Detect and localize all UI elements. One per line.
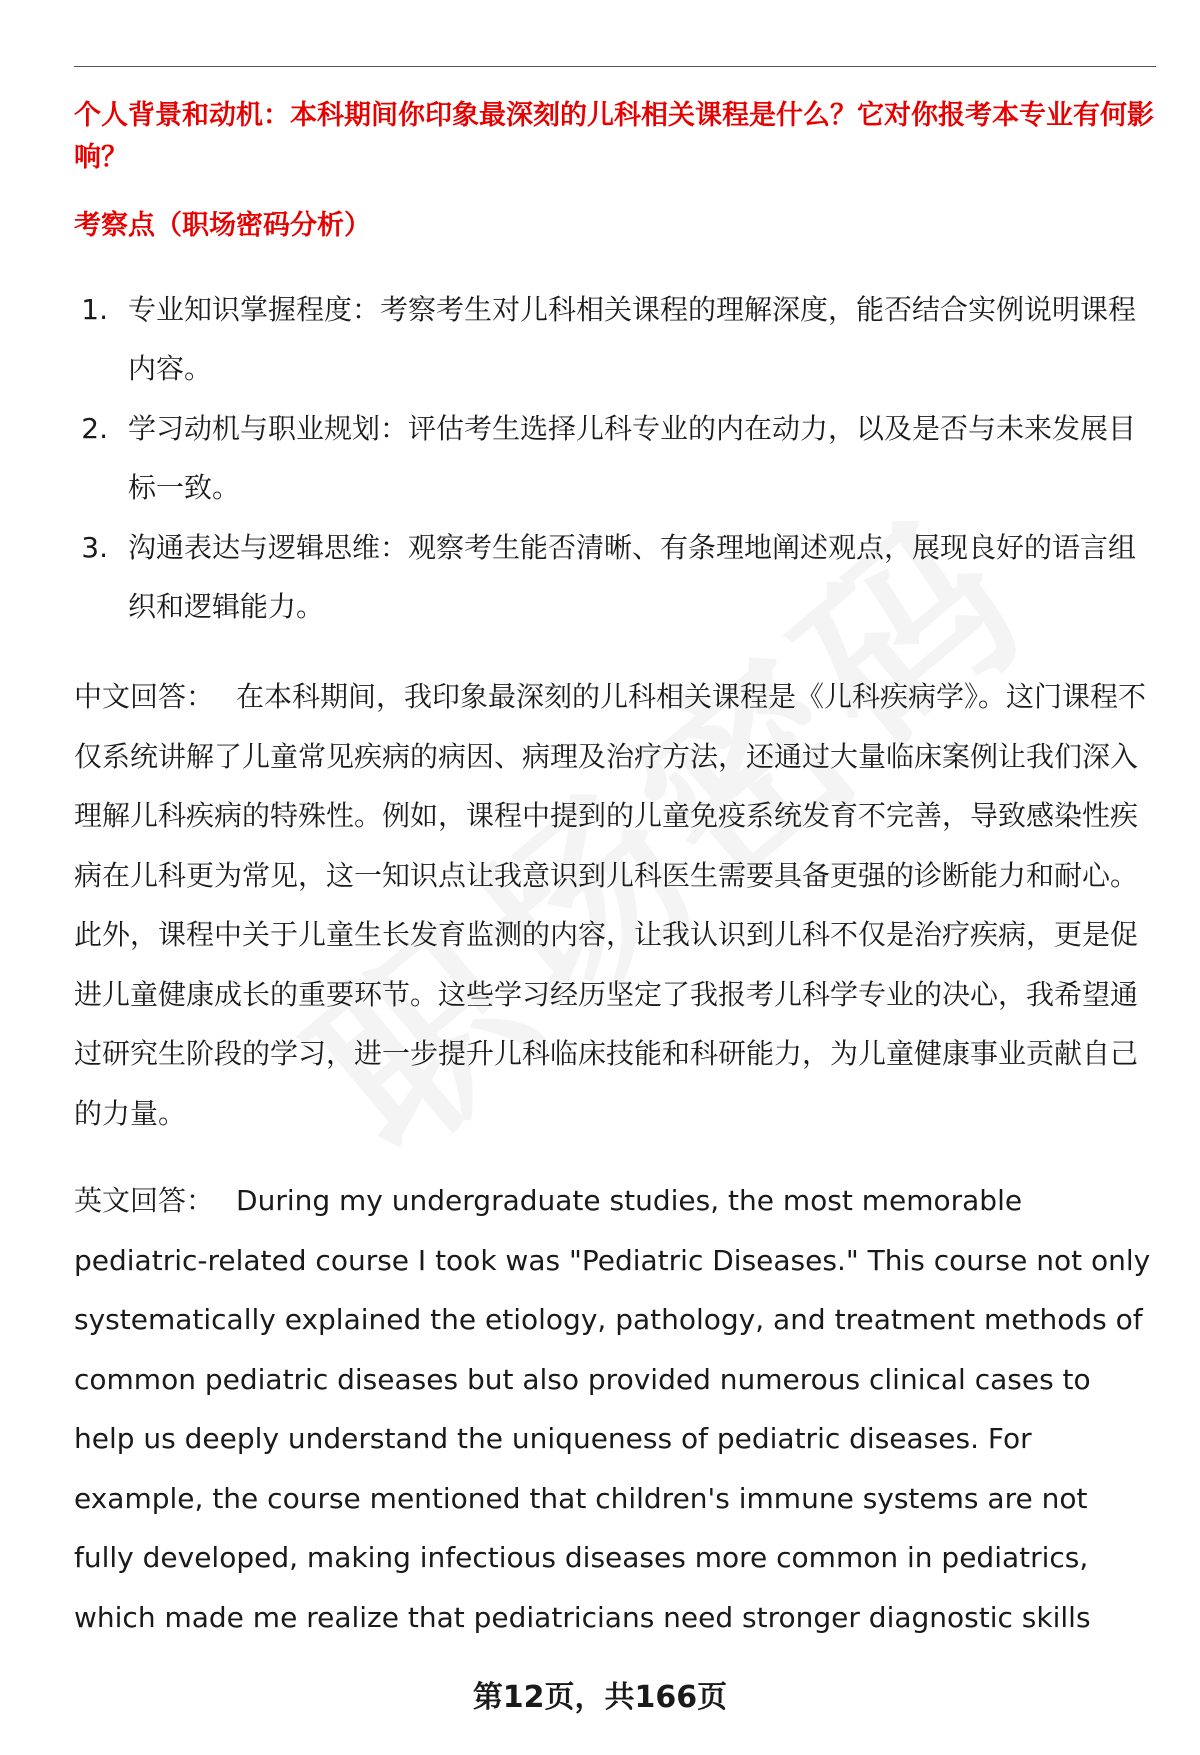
english-answer bbox=[74, 1171, 1156, 1647]
list-item-number: 1. bbox=[81, 293, 108, 326]
list-item-number: 2. bbox=[81, 412, 108, 445]
question-heading: 个人背景和动机：本科期间你印象最深刻的儿科相关课程是什么？它对你报考本专业有何影响？ bbox=[74, 100, 1154, 173]
list-item bbox=[74, 280, 1156, 398]
english-answer-text: During my undergraduate studies, the most memorable pediatric-related course I took was "Pediatric Diseases." This course not only systematically explained the etiology, pathology, and treatment methods of common pediatric diseases but also provided numerous clinical cases to help us deeply understand the uniqueness of pediatric diseases. For example, the course mentioned that children's immune systems are not fully developed, making infectious diseases more common in pediatrics, which made me realize that pediatricians need stronger diagnostic skills bbox=[74, 1184, 1151, 1634]
chinese-answer-label: 中文回答： bbox=[74, 680, 215, 713]
page-number: 第12页，共166页 bbox=[472, 1680, 728, 1715]
list-item-text: 专业知识掌握程度：考察考生对儿科相关课程的理解深度，能否结合实例说明课程内容。 bbox=[128, 293, 1137, 385]
assessment-points-list bbox=[74, 280, 1156, 637]
top-divider bbox=[74, 66, 1156, 67]
english-answer-label: 英文回答： bbox=[74, 1184, 215, 1217]
section-heading: 考察点（职场密码分析） bbox=[74, 210, 371, 241]
chinese-answer-text: 在本科期间，我印象最深刻的儿科相关课程是《儿科疾病学》。这门课程不仅系统讲解了儿童常见疾病的病因、病理及治疗方法，还通过大量临床案例让我们深入理解儿科疾病的特殊性。例如，课程中提到的儿童免疫系统发育不完善，导致感染性疾病在儿科更为常见，这一知识点让我意识到儿科医生需要具备更强的诊断能力和耐心。此外，课程中关于儿童生长发育监测的内容，让我认识到儿科不仅是治疗疾病，更是促进儿童健康成长的重要环节。这些学习经历坚定了我报考儿科学专业的决心，我希望通过研究生阶段的学习，进一步提升儿科临床技能和科研能力，为儿童健康事业贡献自己的力量。 bbox=[74, 680, 1147, 1130]
list-item-text: 沟通表达与逻辑思维：观察考生能否清晰、有条理地阐述观点，展现良好的语言组织和逻辑能力。 bbox=[128, 531, 1137, 623]
list-item-number: 3. bbox=[81, 531, 108, 564]
list-item-text: 学习动机与职业规划：评估考生选择儿科专业的内在动力，以及是否与未来发展目标一致。 bbox=[128, 412, 1137, 504]
list-item bbox=[74, 399, 1156, 517]
chinese-answer bbox=[74, 667, 1156, 1143]
list-item bbox=[74, 518, 1156, 636]
